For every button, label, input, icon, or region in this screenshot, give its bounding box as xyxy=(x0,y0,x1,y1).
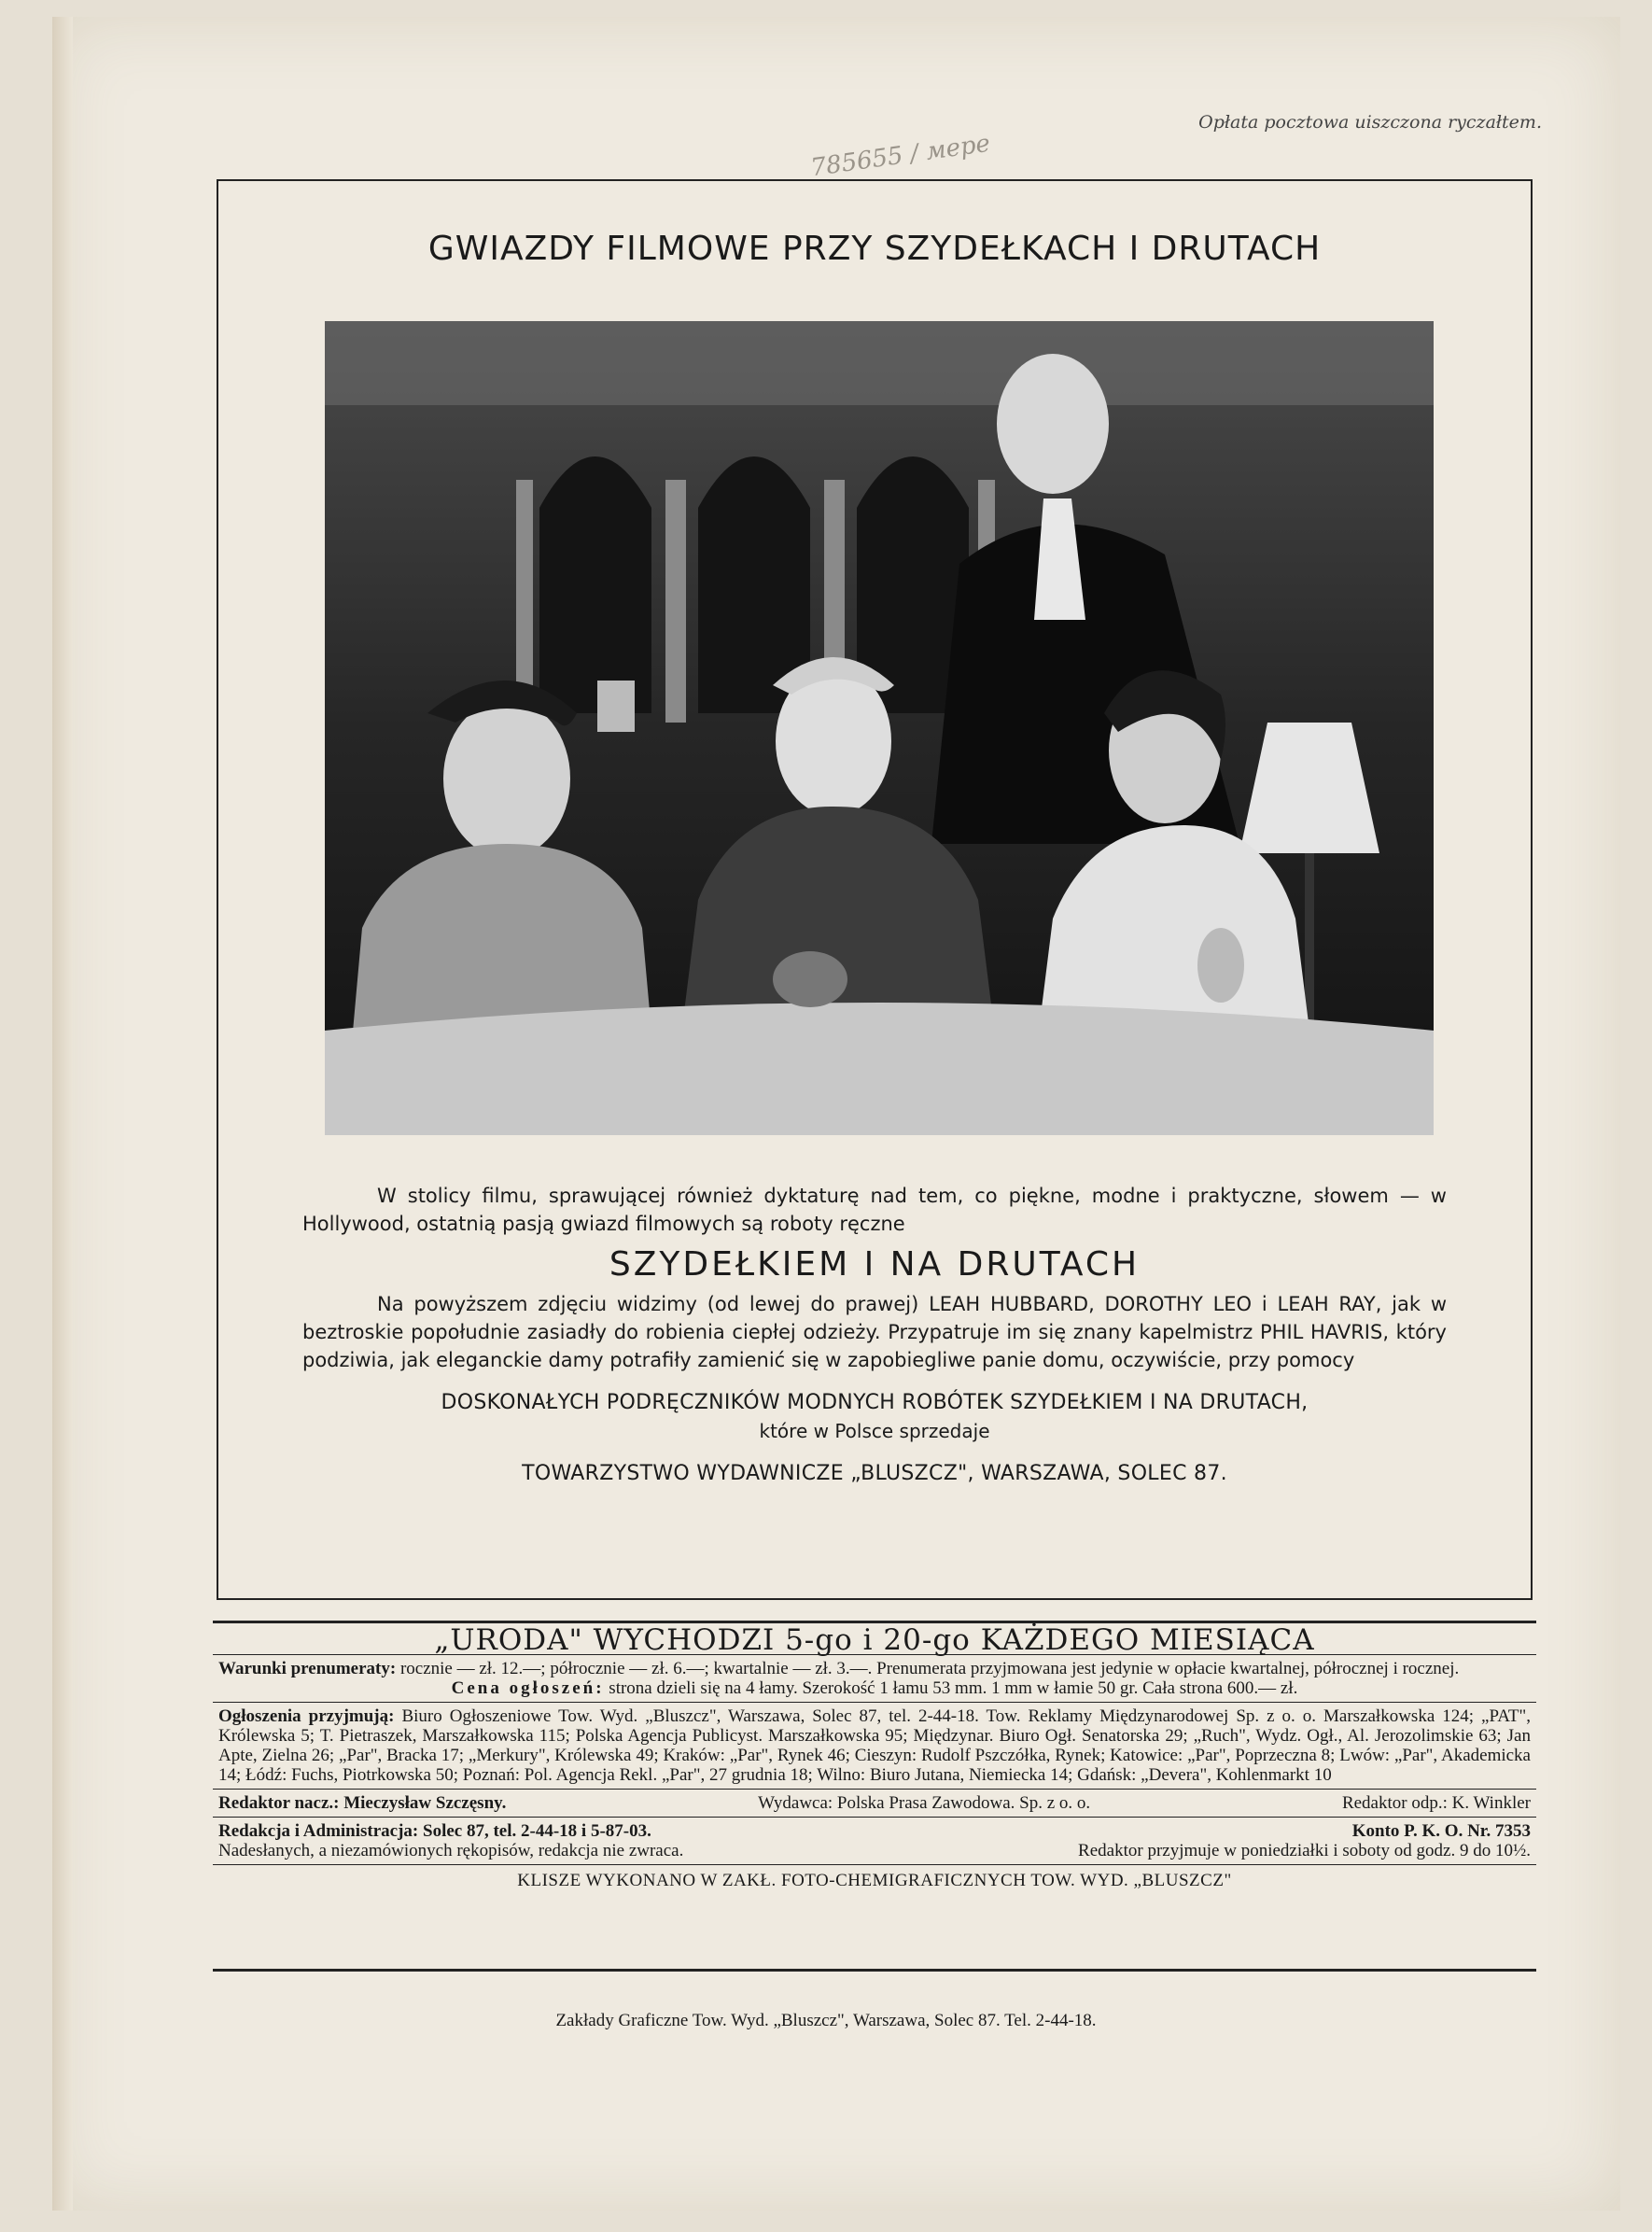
publication-schedule: „URODA" WYCHODZI 5-go i 20-go KAŻDEGO MIESIĄCA xyxy=(434,1623,1315,1657)
ad-title: GWIAZDY FILMOWE PRZY SZYDEŁKACH I DRUTACH xyxy=(427,230,1322,268)
subscription-label: Warunki prenumeraty: xyxy=(218,1659,397,1678)
bank-account: Konto P. K. O. Nr. 7353 xyxy=(1351,1821,1531,1841)
ad-publisher-line: TOWARZYSTWO WYDAWNICZE „BLUSZCZ", WARSZAWA, SOLEC 87. xyxy=(522,1462,1227,1485)
divider xyxy=(213,1864,1536,1865)
engravings-credit: KLISZE WYKONANO W ZAKŁ. FOTO-CHEMIGRAFICZNYCH TOW. WYD. „BLUSZCZ" xyxy=(517,1871,1232,1890)
photo-illustration xyxy=(325,321,1434,1135)
film-stars-photo xyxy=(325,321,1434,1135)
divider xyxy=(213,1789,1536,1790)
paper-edge xyxy=(52,17,73,2211)
pricing-label: Cena ogłoszeń: xyxy=(451,1678,605,1698)
ad-handbooks-line: DOSKONAŁYCH PODRĘCZNIKÓW MODNYCH ROBÓTEK SZYDEŁKIEM I NA DRUTACH, xyxy=(441,1391,1309,1414)
masthead-info-box xyxy=(213,1621,1536,1972)
divider xyxy=(213,1702,1536,1703)
subscription-terms xyxy=(213,1659,1536,1678)
ad-agencies xyxy=(213,1706,1536,1785)
handwritten-note: 785655 / мерe xyxy=(808,129,992,183)
printer-footer: Zakłady Graficzne Tow. Wyd. „Bluszcz", Warszawa, Solec 87. Tel. 2-44-18. xyxy=(555,2011,1097,2030)
office-row xyxy=(213,1821,1536,1841)
ad-heading: SZYDEŁKIEM I NA DRUTACH xyxy=(609,1245,1141,1284)
office-hours: Redaktor przyjmuje w poniedziałki i soboty od godz. 9 do 10½. xyxy=(1078,1841,1531,1860)
editorial-office: Redakcja i Administracja: Solec 87, tel. 2-44-18 i 5-87-03. xyxy=(218,1821,651,1841)
advertisement-frame xyxy=(217,179,1533,1600)
publisher: Wydawca: Polska Prasa Zawodowa. Sp. z o. o. xyxy=(758,1793,1091,1813)
agencies-text: Biuro Ogłoszeniowe Tow. Wyd. „Bluszcz", Warszawa, Solec 87, tel. 2-44-18. Tow. Reklamy Międzynarodowej Sp. z o. o. Marszałkowska 124; „PAT", Królewska 5; T. Pietraszek, Marszałkowska 115; Polska Agencja Publicyst. Marszałkowska 95; Międzynar. Biuro Ogł. Senatorska 29; „Ruch", Wydz. Ogł., Al. Jerozolimskie 63; Jan Apte, Zielna 26; „Par", Bracka 17; „Merkury", Królewska 49; Kraków: „Par", Rynek 46; Cieszyn: Rudolf Pszczółka, Rynek; Katowice: „Par", Poprzeczna 8; Lwów: „Par", Akademicka 14; Łódź: Fuchs, Piotrkowska 50; Poznań: Pol. Agencja Rekl. „Par", 27 grudnia 18; Wilno: Biuro Jutana, Niemiecka 14; Gdańsk: „Devera", Kohlenmarkt 10 xyxy=(218,1706,1531,1785)
ad-paragraph-caption: Na powyższem zdjęciu widzimy (od lewej do prawej) LEAH HUBBARD, DOROTHY LEO i LEAH RAY, jak w beztroskie popołudnie zasiadły do robienia ciepłej odzieży. Przypatruje im się znany kapelmistrz PHIL HAVRIS, który podziwia, jak eleganckie damy potrafiły zamienić się w zapobiegliwe panie domu, oczywiście, przy pomocy xyxy=(302,1293,1447,1371)
divider xyxy=(213,1817,1536,1818)
agencies-label: Ogłoszenia przyjmują: xyxy=(218,1706,395,1726)
manuscripts-note: Nadesłanych, a niezamówionych rękopisów, redakcja nie zwraca. xyxy=(218,1841,684,1860)
ad-body xyxy=(302,1182,1447,1488)
manuscripts-row xyxy=(213,1841,1536,1860)
editors-row xyxy=(213,1793,1536,1813)
ad-pricing xyxy=(213,1678,1536,1698)
postal-note: Opłata pocztowa uiszczona ryczałtem. xyxy=(1198,112,1542,133)
ad-paragraph-intro: W stolicy filmu, sprawującej również dyktaturę nad tem, co piękne, modne i praktyczne, słowem — w Hollywood, ostatnią pasją gwiazd filmowych są roboty ręczne xyxy=(302,1185,1447,1235)
editor-in-chief: Redaktor nacz.: Mieczysław Szczęsny. xyxy=(218,1793,507,1813)
responsible-editor: Redaktor odp.: K. Winkler xyxy=(1341,1793,1531,1813)
pricing-text: strona dzieli się na 4 łamy. Szerokość 1 łamu 53 mm. 1 mm w łamie 50 gr. Cała strona 600.— zł. xyxy=(609,1678,1298,1698)
subscription-text: rocznie — zł. 12.—; półrocznie — zł. 6.—; kwartalnie — zł. 3.—. Prenumerata przyjmowana jest jedynie w opłacie kwartalnej, półrocznej i rocznej. xyxy=(399,1659,1460,1678)
ad-sold-by-line: które w Polsce sprzedaje xyxy=(759,1420,990,1442)
